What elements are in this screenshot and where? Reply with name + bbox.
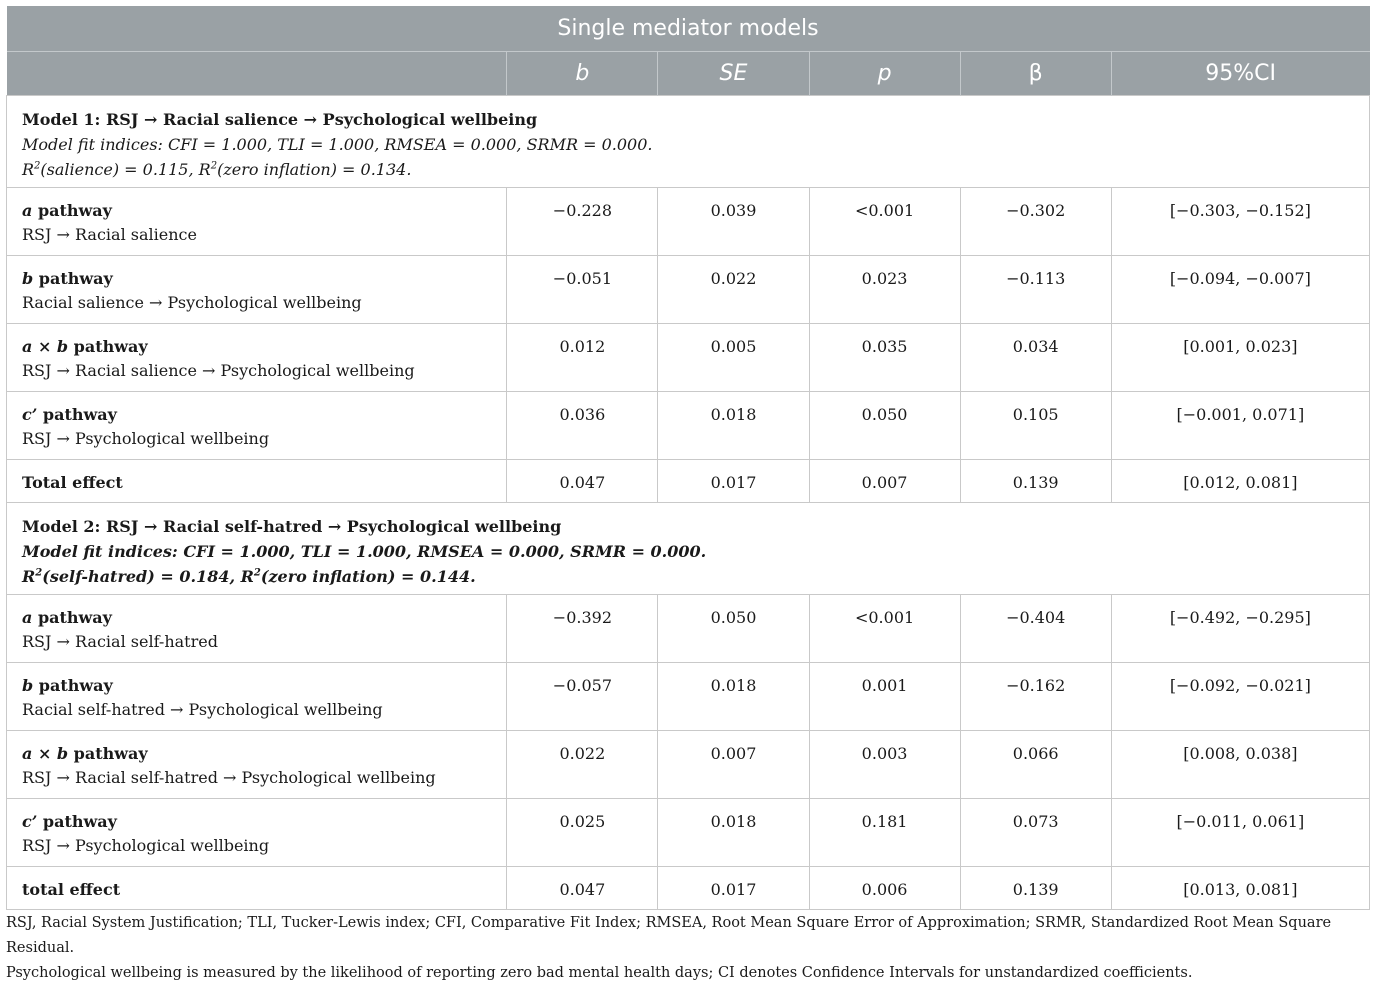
cell-p xyxy=(809,460,960,503)
pathway-label-cell xyxy=(7,595,507,663)
cell-ci xyxy=(1111,663,1369,731)
cell-value: [−0.001, 0.071] xyxy=(1176,405,1305,424)
cell-se xyxy=(658,460,809,503)
pathway-row xyxy=(7,324,1370,392)
cell-beta xyxy=(960,663,1111,731)
table-title: Single mediator models xyxy=(7,6,1370,52)
model-header-row xyxy=(7,503,1370,595)
header-ci: 95%CI xyxy=(1111,52,1369,96)
pathway-description: Racial salience → Psychological wellbeing xyxy=(22,293,362,312)
cell-value: 0.034 xyxy=(1012,337,1059,356)
cell-value: 0.050 xyxy=(710,608,757,627)
cell-ci xyxy=(1111,731,1369,799)
header-beta: β xyxy=(960,52,1111,96)
header-blank xyxy=(7,52,507,96)
pathway-letter: a × b xyxy=(22,744,69,763)
header-se: SE xyxy=(658,52,809,96)
pathway-label-cell xyxy=(7,731,507,799)
pathway-description: RSJ → Racial salience → Psychological wellbeing xyxy=(22,361,415,380)
total-effect-label: Total effect xyxy=(7,460,507,503)
cell-value: 0.035 xyxy=(861,337,908,356)
pathway-description: RSJ → Psychological wellbeing xyxy=(22,429,270,448)
pathway-row xyxy=(7,799,1370,867)
pathway-name xyxy=(22,674,506,698)
pathway-row xyxy=(7,731,1370,799)
cell-p xyxy=(809,663,960,731)
pathway-word: pathway xyxy=(33,676,113,695)
cell-value: 0.007 xyxy=(861,473,908,492)
pathway-label-cell xyxy=(7,324,507,392)
pathway-label-cell xyxy=(7,188,507,256)
cell-value: 0.022 xyxy=(710,269,757,288)
pathway-letter: c’ xyxy=(22,812,38,831)
pathway-word: pathway xyxy=(32,201,112,220)
cell-value: 0.023 xyxy=(861,269,908,288)
cell-se xyxy=(658,663,809,731)
pathway-name xyxy=(22,810,506,834)
pathway-letter: c’ xyxy=(22,405,38,424)
model-fit-indices: Model fit indices: CFI = 1.000, TLI = 1.000, RMSEA = 0.000, SRMR = 0.000. xyxy=(22,135,653,154)
cell-value: 0.105 xyxy=(1012,405,1059,424)
cell-ci xyxy=(1111,595,1369,663)
model-heading: Model 1: RSJ → Racial salience → Psychological wellbeing xyxy=(22,110,538,129)
r2-symbol: R xyxy=(22,567,36,586)
cell-value: [0.012, 0.081] xyxy=(1183,473,1298,492)
model-header-cell xyxy=(7,503,1370,595)
r2-text: (salience) = 0.115, R xyxy=(40,160,211,179)
cell-se xyxy=(658,324,809,392)
header-p: p xyxy=(809,52,960,96)
pathway-word: pathway xyxy=(37,812,117,831)
cell-p xyxy=(809,799,960,867)
pathway-name xyxy=(22,335,506,359)
cell-ci xyxy=(1111,867,1369,910)
cell-ci xyxy=(1111,460,1369,503)
r2-superscript: 2 xyxy=(210,160,218,172)
cell-value: 0.006 xyxy=(861,880,908,899)
cell-beta xyxy=(960,256,1111,324)
cell-b xyxy=(507,256,658,324)
r2-superscript: 2 xyxy=(35,567,43,579)
pathway-letter: b xyxy=(22,269,34,288)
cell-se xyxy=(658,188,809,256)
footnote-line-1: RSJ, Racial System Justification; TLI, Tucker-Lewis index; CFI, Comparative Fit Index; RMSEA, Root Mean Square Error of Approximation; SRMR, Standardized Root Mean Square Residual. xyxy=(6,915,1332,956)
cell-value: 0.003 xyxy=(861,744,908,763)
cell-value: 0.181 xyxy=(861,812,908,831)
cell-beta xyxy=(960,799,1111,867)
cell-value: 0.025 xyxy=(559,812,606,831)
r2-text: (zero inflation) = 0.144. xyxy=(260,567,476,586)
cell-value: 0.036 xyxy=(559,405,606,424)
cell-b xyxy=(507,188,658,256)
cell-value: −0.057 xyxy=(552,676,612,695)
cell-value: [−0.011, 0.061] xyxy=(1176,812,1305,831)
r2-symbol: R xyxy=(22,160,35,179)
pathway-description: RSJ → Racial self-hatred xyxy=(22,632,218,651)
cell-value: −0.113 xyxy=(1006,269,1066,288)
pathway-description: RSJ → Racial salience xyxy=(22,225,197,244)
cell-value: 0.047 xyxy=(559,473,606,492)
cell-ci xyxy=(1111,392,1369,460)
model-fit-indices: Model fit indices: CFI = 1.000, TLI = 1.000, RMSEA = 0.000, SRMR = 0.000. xyxy=(22,542,707,561)
pathway-word: pathway xyxy=(32,608,112,627)
cell-beta xyxy=(960,731,1111,799)
cell-ci xyxy=(1111,324,1369,392)
pathway-name xyxy=(22,742,506,766)
pathway-letter: a xyxy=(22,608,33,627)
cell-value: 0.001 xyxy=(861,676,908,695)
total-effect-label: total effect xyxy=(7,867,507,910)
footnote-line-2: Psychological wellbeing is measured by the likelihood of reporting zero bad mental health days; CI denotes Confidence Intervals for unstandardized coefficients. xyxy=(6,965,1193,981)
cell-value: 0.139 xyxy=(1012,473,1059,492)
cell-value: 0.039 xyxy=(710,201,757,220)
cell-value: 0.139 xyxy=(1012,880,1059,899)
pathway-letter: a xyxy=(22,201,33,220)
pathway-name xyxy=(22,199,506,223)
cell-value: [0.001, 0.023] xyxy=(1183,337,1298,356)
cell-b xyxy=(507,324,658,392)
cell-value: 0.018 xyxy=(710,812,757,831)
pathway-label-cell xyxy=(7,799,507,867)
pathway-description: RSJ → Psychological wellbeing xyxy=(22,836,270,855)
cell-se xyxy=(658,595,809,663)
cell-value: 0.007 xyxy=(710,744,757,763)
pathway-row xyxy=(7,663,1370,731)
cell-value: −0.228 xyxy=(552,201,612,220)
cell-beta xyxy=(960,324,1111,392)
cell-b xyxy=(507,867,658,910)
cell-se xyxy=(658,731,809,799)
cell-beta xyxy=(960,392,1111,460)
total-effect-row xyxy=(7,867,1370,910)
pathway-row xyxy=(7,392,1370,460)
cell-value: 0.073 xyxy=(1012,812,1059,831)
pathway-letter: a × b xyxy=(22,337,69,356)
r2-text: (zero inflation) = 0.134. xyxy=(217,160,412,179)
pathway-word: pathway xyxy=(33,269,113,288)
single-mediator-table xyxy=(6,6,1370,910)
cell-value: −0.392 xyxy=(552,608,612,627)
model-r-squared xyxy=(22,157,1369,182)
pathway-description: Racial self-hatred → Psychological wellbeing xyxy=(22,700,383,719)
cell-se xyxy=(658,799,809,867)
cell-value: 0.017 xyxy=(710,880,757,899)
cell-value: −0.051 xyxy=(552,269,612,288)
cell-se xyxy=(658,256,809,324)
cell-beta xyxy=(960,595,1111,663)
cell-value: [−0.303, −0.152] xyxy=(1169,201,1311,220)
cell-value: 0.022 xyxy=(559,744,606,763)
cell-value: −0.162 xyxy=(1006,676,1066,695)
cell-p xyxy=(809,324,960,392)
cell-beta xyxy=(960,867,1111,910)
cell-value: 0.017 xyxy=(710,473,757,492)
pathway-letter: b xyxy=(22,676,34,695)
cell-se xyxy=(658,867,809,910)
pathway-row xyxy=(7,595,1370,663)
cell-value: 0.050 xyxy=(861,405,908,424)
total-effect-row xyxy=(7,460,1370,503)
cell-p xyxy=(809,392,960,460)
cell-b xyxy=(507,392,658,460)
cell-ci xyxy=(1111,256,1369,324)
pathway-label-cell xyxy=(7,663,507,731)
cell-b xyxy=(507,799,658,867)
model-header-row xyxy=(7,96,1370,188)
pathway-label-cell xyxy=(7,392,507,460)
cell-p xyxy=(809,595,960,663)
table-body xyxy=(7,96,1370,910)
cell-value: −0.302 xyxy=(1006,201,1066,220)
pathway-name xyxy=(22,606,506,630)
cell-value: [−0.094, −0.007] xyxy=(1169,269,1311,288)
model-r-squared xyxy=(22,564,1369,589)
pathway-word: pathway xyxy=(68,744,148,763)
pathway-word: pathway xyxy=(37,405,117,424)
cell-se xyxy=(658,392,809,460)
cell-value: 0.018 xyxy=(710,405,757,424)
cell-p xyxy=(809,867,960,910)
pathway-name xyxy=(22,403,506,427)
cell-value: 0.018 xyxy=(710,676,757,695)
r2-superscript: 2 xyxy=(253,567,261,579)
cell-value: [−0.492, −0.295] xyxy=(1169,608,1311,627)
cell-p xyxy=(809,256,960,324)
cell-value: −0.404 xyxy=(1006,608,1066,627)
cell-b xyxy=(507,731,658,799)
cell-b xyxy=(507,460,658,503)
cell-value: <0.001 xyxy=(854,608,915,627)
pathway-label-cell xyxy=(7,256,507,324)
cell-ci xyxy=(1111,188,1369,256)
r2-superscript: 2 xyxy=(34,160,41,172)
cell-value: 0.047 xyxy=(559,880,606,899)
header-b: b xyxy=(507,52,658,96)
cell-b xyxy=(507,663,658,731)
pathway-row xyxy=(7,256,1370,324)
cell-value: 0.066 xyxy=(1012,744,1059,763)
cell-value: [0.008, 0.038] xyxy=(1183,744,1298,763)
cell-p xyxy=(809,188,960,256)
cell-value: 0.005 xyxy=(710,337,757,356)
pathway-row xyxy=(7,188,1370,256)
model-heading: Model 2: RSJ → Racial self-hatred → Psychological wellbeing xyxy=(22,517,562,536)
results-table-container xyxy=(6,6,1370,910)
r2-text: (self-hatred) = 0.184, R xyxy=(42,567,254,586)
cell-p xyxy=(809,731,960,799)
cell-value: [0.013, 0.081] xyxy=(1183,880,1298,899)
cell-value: [−0.092, −0.021] xyxy=(1169,676,1311,695)
pathway-word: pathway xyxy=(68,337,148,356)
cell-ci xyxy=(1111,799,1369,867)
pathway-name xyxy=(22,267,506,291)
cell-beta xyxy=(960,460,1111,503)
cell-b xyxy=(507,595,658,663)
model-header-cell xyxy=(7,96,1370,188)
cell-value: <0.001 xyxy=(854,201,915,220)
pathway-description: RSJ → Racial self-hatred → Psychological wellbeing xyxy=(22,768,436,787)
cell-beta xyxy=(960,188,1111,256)
table-footnote xyxy=(6,911,1370,986)
cell-value: 0.012 xyxy=(559,337,606,356)
